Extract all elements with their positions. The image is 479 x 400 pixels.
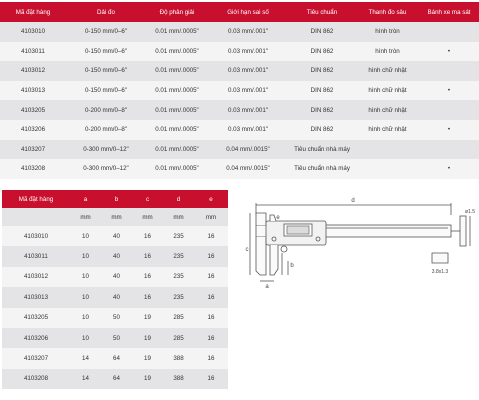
table-cell: 19 <box>132 369 163 389</box>
table-row <box>0 100 479 120</box>
table-cell: hình chữ nhật <box>356 120 419 140</box>
table-cell: 0.03 mm/.001" <box>208 42 288 62</box>
table-cell: hình chữ nhật <box>356 61 419 81</box>
header-range: Dải đo <box>66 2 146 22</box>
table-cell: 235 <box>163 287 194 307</box>
table-cell: 4103010 <box>0 22 66 42</box>
table-cell: 388 <box>163 369 194 389</box>
table-cell: 0-150 mm/0–6" <box>66 42 146 62</box>
table-cell: 0.01 mm/.0005" <box>146 61 208 81</box>
table-cell: 4103208 <box>2 369 70 389</box>
table-cell: 10 <box>70 328 101 348</box>
table-cell: 16 <box>132 246 163 266</box>
dim-header-a: a <box>70 190 101 208</box>
side-label-bottom: 3.8x1.3 <box>431 269 449 275</box>
table-row <box>0 120 479 140</box>
table-cell: hình chữ nhật <box>356 81 419 101</box>
table-cell: 285 <box>163 308 194 328</box>
header-thumb-wheel: Bánh xe ma sát <box>419 2 479 22</box>
table-cell <box>419 100 479 120</box>
table-row <box>0 61 479 81</box>
unit-cell: mm <box>163 208 194 226</box>
table-cell <box>419 61 479 81</box>
table-cell: 10 <box>70 226 101 246</box>
dim-header-c: c <box>132 190 163 208</box>
side-label-top: ø1.5 <box>464 209 476 215</box>
header-error-limit: Giới hạn sai số <box>208 2 288 22</box>
table-row <box>2 348 228 368</box>
table-cell: 4103206 <box>0 120 66 140</box>
table-cell: 0-300 mm/0–12" <box>66 159 146 179</box>
table-cell: • <box>419 81 479 101</box>
dim-label-c: c <box>245 247 249 253</box>
table-cell: 19 <box>132 348 163 368</box>
table-cell: 4103012 <box>2 267 70 287</box>
dim-header-e: e <box>194 190 228 208</box>
table-cell: Tiêu chuẩn nhà máy <box>288 140 356 160</box>
table-cell: 4103012 <box>0 61 66 81</box>
table-cell: 0.03 mm/.001" <box>208 100 288 120</box>
table-cell: hình tròn <box>356 22 419 42</box>
table-cell: 16 <box>194 348 228 368</box>
table-cell: 19 <box>132 308 163 328</box>
table-cell: 19 <box>132 328 163 348</box>
table-cell: 4103013 <box>0 81 66 101</box>
table-cell: 0.01 mm/.0005" <box>146 42 208 62</box>
table-cell: hình chữ nhật <box>356 100 419 120</box>
dim-header-order-code: Mã đặt hàng <box>2 190 70 208</box>
table-cell: DIN 862 <box>288 120 356 140</box>
table-cell: 0.03 mm/.001" <box>208 81 288 101</box>
header-resolution: Độ phân giải <box>146 2 208 22</box>
dim-label-e: e <box>276 215 280 221</box>
table-cell: 14 <box>70 369 101 389</box>
table-cell: 10 <box>70 246 101 266</box>
table-cell: 0.04 mm/.0015" <box>208 159 288 179</box>
table-cell: 4103207 <box>2 348 70 368</box>
table-cell: 10 <box>70 267 101 287</box>
table-row <box>0 159 479 179</box>
dim-label-a: a <box>265 284 269 290</box>
table-cell: DIN 862 <box>288 22 356 42</box>
table-cell: 0.01 mm/.0005" <box>146 81 208 101</box>
table-cell: 4103205 <box>0 100 66 120</box>
table-cell: 16 <box>194 246 228 266</box>
table-cell: hình tròn <box>356 42 419 62</box>
table-cell: 4103208 <box>0 159 66 179</box>
table-cell: 285 <box>163 328 194 348</box>
table-row <box>0 81 479 101</box>
table-cell <box>419 140 479 160</box>
table-cell: 0-200 mm/0–8" <box>66 100 146 120</box>
table-cell: 50 <box>101 328 132 348</box>
table-cell: 0-200 mm/0–8" <box>66 120 146 140</box>
dim-label-d: d <box>351 198 355 204</box>
table-cell: 40 <box>101 246 132 266</box>
table-cell: 40 <box>101 226 132 246</box>
unit-cell: mm <box>70 208 101 226</box>
table-cell: 16 <box>132 226 163 246</box>
unit-cell: mm <box>101 208 132 226</box>
spec-header-row <box>0 2 479 22</box>
table-cell: 0.01 mm/.0005" <box>146 100 208 120</box>
table-cell: 16 <box>132 287 163 307</box>
table-cell: 10 <box>70 287 101 307</box>
table-cell: • <box>419 159 479 179</box>
table-row <box>0 140 479 160</box>
table-cell <box>356 159 419 179</box>
table-row <box>2 369 228 389</box>
table-cell: 16 <box>194 328 228 348</box>
table-cell: 388 <box>163 348 194 368</box>
table-row <box>2 328 228 348</box>
dim-header-b: b <box>101 190 132 208</box>
table-cell: 4103206 <box>2 328 70 348</box>
table-cell: 0.03 mm/.001" <box>208 61 288 81</box>
table-row <box>0 42 479 62</box>
table-cell: 235 <box>163 226 194 246</box>
specification-table <box>0 2 479 179</box>
table-cell: 0.01 mm/.0005" <box>146 140 208 160</box>
table-cell: 4103205 <box>2 308 70 328</box>
table-cell: DIN 862 <box>288 81 356 101</box>
unit-cell <box>2 208 70 226</box>
units-row <box>2 208 228 226</box>
unit-cell: mm <box>132 208 163 226</box>
table-cell <box>356 140 419 160</box>
table-cell: 16 <box>194 226 228 246</box>
table-row <box>2 226 228 246</box>
table-cell: 235 <box>163 267 194 287</box>
table-cell: 16 <box>194 267 228 287</box>
table-cell: 0-150 mm/0–6" <box>66 22 146 42</box>
header-depth-rod: Thanh đo sâu <box>356 2 419 22</box>
table-row <box>2 246 228 266</box>
table-cell: • <box>419 120 479 140</box>
table-cell: 40 <box>101 267 132 287</box>
table-cell: 4103207 <box>0 140 66 160</box>
table-cell: 4103013 <box>2 287 70 307</box>
table-cell: 0-150 mm/0–6" <box>66 81 146 101</box>
table-cell: 16 <box>194 369 228 389</box>
table-cell: 4103011 <box>0 42 66 62</box>
table-cell: 50 <box>101 308 132 328</box>
dim-header-d: d <box>163 190 194 208</box>
table-cell: 0.03 mm/.001" <box>208 120 288 140</box>
table-row <box>2 308 228 328</box>
table-cell: 0.03 mm/.001" <box>208 22 288 42</box>
table-cell: 0-150 mm/0–6" <box>66 61 146 81</box>
table-row <box>0 22 479 42</box>
table-cell: 235 <box>163 246 194 266</box>
table-cell: DIN 862 <box>288 100 356 120</box>
table-cell: 64 <box>101 369 132 389</box>
table-cell: 64 <box>101 348 132 368</box>
table-cell: DIN 862 <box>288 61 356 81</box>
dimension-header-row <box>2 190 228 208</box>
table-cell: 0-300 mm/0–12" <box>66 140 146 160</box>
table-cell: Tiêu chuẩn nhà máy <box>288 159 356 179</box>
dim-label-b: b <box>290 263 294 269</box>
header-standard: Tiêu chuẩn <box>288 2 356 22</box>
table-cell: 14 <box>70 348 101 368</box>
table-row <box>2 287 228 307</box>
header-order-code: Mã đặt hàng <box>0 2 66 22</box>
table-cell: 0.01 mm/.0005" <box>146 159 208 179</box>
table-cell: • <box>419 42 479 62</box>
table-cell: 0.01 mm/.0005" <box>146 22 208 42</box>
caliper-drawing <box>245 191 476 301</box>
table-row <box>2 267 228 287</box>
table-cell: 16 <box>132 267 163 287</box>
table-cell: 10 <box>70 308 101 328</box>
table-cell <box>419 22 479 42</box>
table-cell: 16 <box>194 287 228 307</box>
table-cell: 40 <box>101 287 132 307</box>
table-cell: 4103011 <box>2 246 70 266</box>
table-cell: 16 <box>194 308 228 328</box>
table-cell: DIN 862 <box>288 42 356 62</box>
dimension-table <box>2 190 228 389</box>
table-cell: 0.01 mm/.0005" <box>146 120 208 140</box>
unit-cell: mm <box>194 208 228 226</box>
table-cell: 4103010 <box>2 226 70 246</box>
table-cell: 0.04 mm/.0015" <box>208 140 288 160</box>
